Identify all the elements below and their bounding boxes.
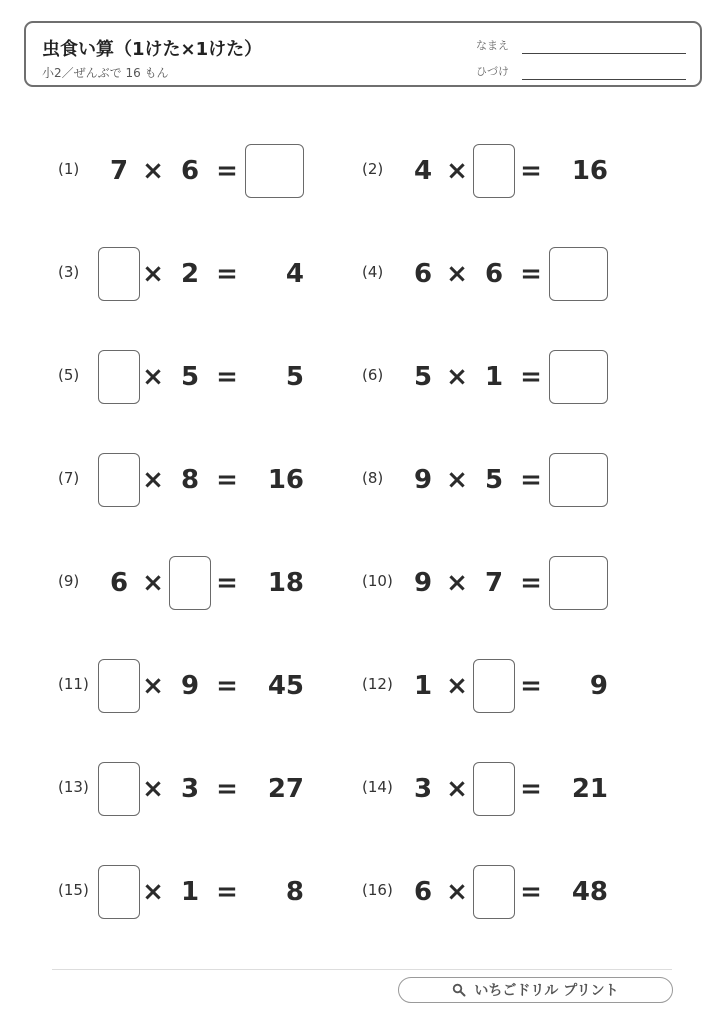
equals-sign: =: [520, 362, 542, 392]
product: 48: [571, 877, 608, 907]
problem-number: (10): [362, 572, 393, 590]
equals-sign: =: [216, 156, 238, 186]
answer-box[interactable]: [473, 144, 515, 198]
brand-badge: [398, 977, 673, 1003]
operand-b: 6: [180, 156, 200, 186]
operand-b: 8: [180, 465, 200, 495]
problem: [58, 659, 308, 713]
problem-number: (5): [58, 366, 80, 384]
problem-number: (14): [362, 778, 393, 796]
operand-a: 5: [413, 362, 433, 392]
problem: [362, 144, 612, 198]
operand-b: 3: [180, 774, 200, 804]
problem: [362, 350, 612, 404]
answer-box[interactable]: [169, 556, 211, 610]
problem-number: (7): [58, 469, 80, 487]
answer-box[interactable]: [98, 350, 140, 404]
problem-number: (11): [58, 675, 89, 693]
product: 45: [267, 671, 304, 701]
equals-sign: =: [216, 671, 238, 701]
problem: [362, 865, 612, 919]
problem: [58, 762, 308, 816]
problem-number: (8): [362, 469, 384, 487]
times-sign: ×: [446, 671, 468, 701]
operand-a: 1: [413, 671, 433, 701]
answer-box[interactable]: [549, 247, 608, 301]
product: 5: [285, 362, 304, 392]
product: 4: [285, 259, 304, 289]
equals-sign: =: [520, 259, 542, 289]
answer-box[interactable]: [98, 247, 140, 301]
answer-box[interactable]: [473, 659, 515, 713]
equals-sign: =: [520, 877, 542, 907]
worksheet-title: 虫食い算（1けた×1けた）: [42, 39, 263, 60]
times-sign: ×: [142, 362, 164, 392]
date-label: ひづけ: [476, 65, 509, 78]
times-sign: ×: [446, 774, 468, 804]
product: 9: [589, 671, 608, 701]
problem-number: (9): [58, 572, 80, 590]
footer-divider: [52, 969, 672, 970]
times-sign: ×: [446, 362, 468, 392]
product: 16: [267, 465, 304, 495]
equals-sign: =: [216, 774, 238, 804]
problem-number: (15): [58, 881, 89, 899]
equals-sign: =: [216, 877, 238, 907]
problem-number: (13): [58, 778, 89, 796]
problem: [58, 144, 308, 198]
times-sign: ×: [446, 877, 468, 907]
date-line: [522, 79, 686, 80]
times-sign: ×: [142, 259, 164, 289]
name-line: [522, 53, 686, 54]
times-sign: ×: [142, 156, 164, 186]
times-sign: ×: [446, 156, 468, 186]
brand-text: いちごドリル プリント: [474, 983, 619, 999]
operand-a: 6: [413, 877, 433, 907]
problem-number: (16): [362, 881, 393, 899]
problem-number: (2): [362, 160, 384, 178]
operand-b: 5: [180, 362, 200, 392]
operand-a: 9: [413, 568, 433, 598]
problem: [58, 865, 308, 919]
answer-box[interactable]: [473, 762, 515, 816]
operand-a: 7: [109, 156, 129, 186]
answer-box[interactable]: [98, 762, 140, 816]
operand-b: 1: [180, 877, 200, 907]
answer-box[interactable]: [98, 865, 140, 919]
worksheet-header: [24, 21, 702, 87]
times-sign: ×: [446, 465, 468, 495]
equals-sign: =: [216, 568, 238, 598]
answer-box[interactable]: [98, 659, 140, 713]
problem: [58, 453, 308, 507]
answer-box[interactable]: [473, 865, 515, 919]
operand-b: 6: [484, 259, 504, 289]
operand-a: 6: [109, 568, 129, 598]
problem: [362, 453, 612, 507]
problem: [362, 556, 612, 610]
problem: [58, 350, 308, 404]
answer-box[interactable]: [549, 556, 608, 610]
equals-sign: =: [216, 465, 238, 495]
problem: [362, 762, 612, 816]
product: 21: [571, 774, 608, 804]
product: 8: [285, 877, 304, 907]
equals-sign: =: [216, 362, 238, 392]
problem: [362, 247, 612, 301]
answer-box[interactable]: [549, 453, 608, 507]
operand-a: 6: [413, 259, 433, 289]
operand-b: 2: [180, 259, 200, 289]
operand-a: 3: [413, 774, 433, 804]
problem-number: (12): [362, 675, 393, 693]
times-sign: ×: [142, 774, 164, 804]
equals-sign: =: [520, 568, 542, 598]
times-sign: ×: [142, 568, 164, 598]
answer-box[interactable]: [98, 453, 140, 507]
operand-a: 9: [413, 465, 433, 495]
equals-sign: =: [520, 465, 542, 495]
problem-number: (6): [362, 366, 384, 384]
operand-b: 1: [484, 362, 504, 392]
operand-b: 5: [484, 465, 504, 495]
operand-b: 7: [484, 568, 504, 598]
times-sign: ×: [142, 877, 164, 907]
equals-sign: =: [520, 156, 542, 186]
operand-a: 4: [413, 156, 433, 186]
problem-number: (3): [58, 263, 80, 281]
problem: [58, 247, 308, 301]
search-icon: [452, 983, 466, 997]
product: 27: [267, 774, 304, 804]
times-sign: ×: [446, 568, 468, 598]
problem-number: (1): [58, 160, 80, 178]
equals-sign: =: [520, 671, 542, 701]
product: 18: [267, 568, 304, 598]
operand-b: 9: [180, 671, 200, 701]
name-label: なまえ: [476, 39, 509, 52]
times-sign: ×: [142, 671, 164, 701]
answer-box[interactable]: [549, 350, 608, 404]
answer-box[interactable]: [245, 144, 304, 198]
times-sign: ×: [446, 259, 468, 289]
product: 16: [571, 156, 608, 186]
times-sign: ×: [142, 465, 164, 495]
equals-sign: =: [216, 259, 238, 289]
equals-sign: =: [520, 774, 542, 804]
worksheet-subtitle: 小2／ぜんぶで 16 もん: [42, 66, 169, 80]
problem: [58, 556, 308, 610]
problem-number: (4): [362, 263, 384, 281]
problem: [362, 659, 612, 713]
